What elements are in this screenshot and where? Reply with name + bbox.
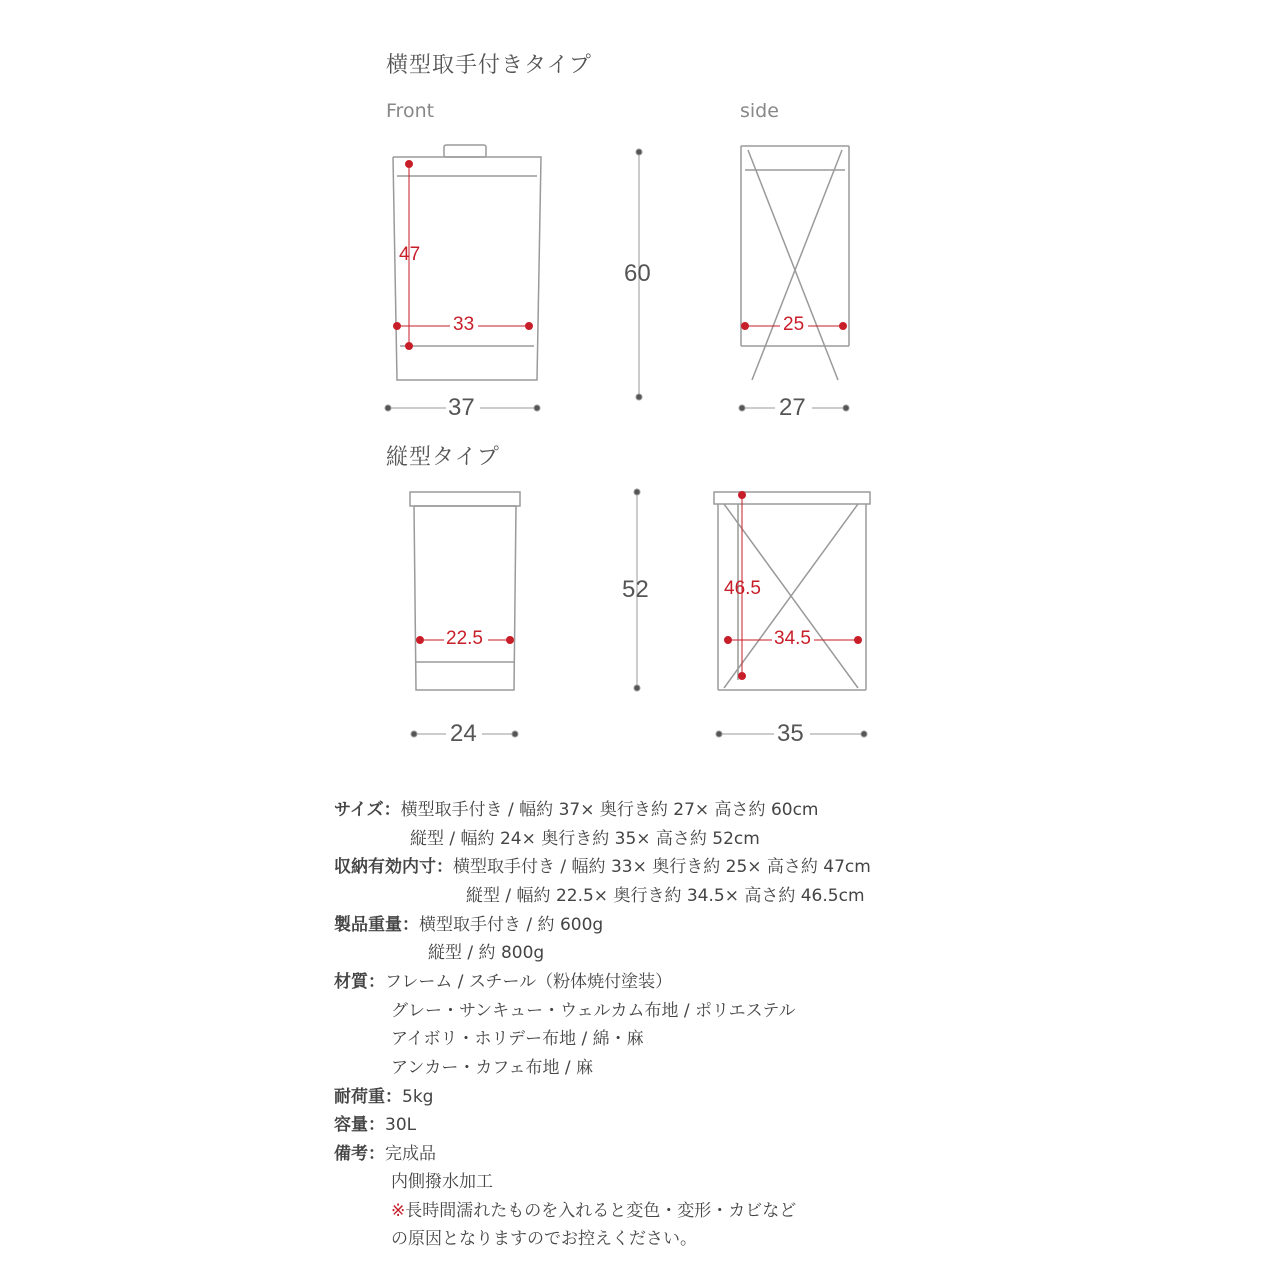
front-view-label: Front — [386, 100, 435, 122]
spec-load-row — [334, 1082, 433, 1107]
spec-size-row — [334, 795, 819, 820]
spec-storage-label: 収納有効内寸： — [334, 857, 453, 877]
front-width-label: 37 — [448, 394, 475, 421]
inner-width-side-label: 25 — [783, 314, 805, 335]
spec-storage-line2: 縦型 / 幅約 22.5× 奥行き約 34.5× 高さ約 46.5cm — [466, 886, 865, 906]
spec-material-line2: グレー・サンキュー・ウェルカム布地 / ポリエステル — [391, 1001, 796, 1021]
spec-notes-line2: 内側撥水加工 — [391, 1172, 493, 1192]
spec-load-label: 耐荷重： — [334, 1087, 402, 1107]
spec-size-line2: 縦型 / 幅約 24× 奥行き約 35× 高さ約 52cm — [410, 829, 760, 849]
vertical-side-width-label: 35 — [777, 720, 804, 747]
spec-capacity-row — [334, 1110, 416, 1135]
vertical-inner-width-front-label: 22.5 — [446, 628, 483, 649]
inner-height-label: 47 — [399, 244, 421, 265]
spec-capacity-label: 容量： — [334, 1115, 385, 1135]
inner-width-front-label: 33 — [453, 314, 475, 335]
spec-weight-row — [334, 910, 603, 935]
horizontal-side-outline — [741, 146, 849, 380]
spec-notes-line3: ※長時間濡れたものを入れると変色・変形・カビなど — [391, 1201, 797, 1221]
total-height-label: 60 — [624, 260, 651, 287]
spec-notes-line1: 完成品 — [385, 1144, 436, 1164]
vertical-front-outline — [410, 492, 520, 690]
spec-size-line1: 横型取手付き / 幅約 37× 奥行き約 27× 高さ約 60cm — [400, 800, 819, 820]
spec-weight-line1: 横型取手付き / 約 600g — [419, 915, 604, 935]
spec-storage-line1: 横型取手付き / 幅約 33× 奥行き約 25× 高さ約 47cm — [453, 857, 871, 877]
horizontal-type-title: 横型取手付きタイプ — [386, 53, 592, 78]
dim-dot — [636, 149, 642, 155]
spec-notes-row — [334, 1139, 436, 1164]
spec-weight-line2: 縦型 / 約 800g — [428, 943, 545, 963]
vertical-front-width-label: 24 — [450, 720, 477, 747]
spec-size-label: サイズ： — [334, 800, 401, 820]
spec-weight-label: 製品重量： — [334, 915, 419, 935]
spec-storage-row — [334, 852, 871, 877]
spec-capacity-value: 30L — [385, 1115, 417, 1135]
handle-shape — [444, 145, 486, 157]
vertical-inner-width-side-label: 34.5 — [774, 628, 811, 649]
spec-load-value: 5kg — [402, 1087, 434, 1107]
spec-material-row — [334, 967, 672, 992]
spec-notes-line4: の原因となりますのでお控えください。 — [391, 1229, 697, 1249]
vertical-inner-height-label: 46.5 — [724, 578, 761, 599]
spec-material-label: 材質： — [334, 972, 385, 992]
warning-mark-icon: ※ — [391, 1201, 406, 1221]
side-view-label: side — [740, 100, 779, 122]
spec-notes-label: 備考： — [334, 1144, 385, 1164]
spec-material-line3: アイボリ・ホリデー布地 / 綿・麻 — [391, 1029, 644, 1049]
dim-dot — [636, 394, 642, 400]
spec-material-line1: フレーム / スチール（粉体焼付塗装） — [385, 972, 673, 992]
spec-material-line4: アンカー・カフェ布地 / 麻 — [391, 1058, 594, 1078]
vertical-type-title: 縦型タイプ — [386, 445, 500, 470]
side-width-label: 27 — [779, 394, 806, 421]
vertical-total-height-label: 52 — [622, 576, 649, 603]
